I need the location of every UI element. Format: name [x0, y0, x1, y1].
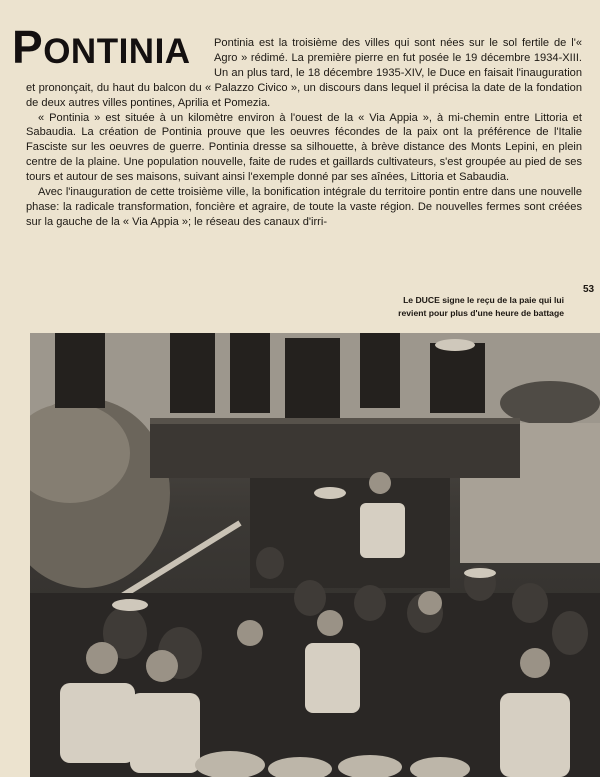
photo-illustration: [30, 333, 600, 777]
page-number: 53: [583, 284, 595, 295]
paragraph-1: Pontinia est la troisième des villes qui sont nées sur le sol fertile de l'« Agro » rédimé. La première pierre en fut posée le 19 décembre 1934-XIII. Un an plus tard, le 18 décembre 1935-XIV, le Duce en faisait l'inauguration et prononçait, du haut du balcon du « Palazzo Civico », un discours dans lequel il précisa la date de la fondation de deux autres villes pontines, Aprilia et Pomezia.: [26, 37, 582, 109]
threshing-machine: [150, 418, 520, 478]
threshing-crowd-photo: [30, 333, 600, 777]
caption-line-2: revient pour plus d'une heure de battage: [398, 308, 564, 318]
article-body: [26, 36, 582, 230]
man-white-shirt-left: [60, 683, 135, 763]
title-rest: ONTINIA: [43, 32, 191, 71]
paragraph-2: « Pontinia » est située à un kilomètre environ à l'ouest de la « Via Appia », à mi-chemin entre Littoria et Sabaudia. La création de Pontinia prouve que les oeuvres fécondes de la paix ont la préférence de l'Italie Fasciste sur les oeuvres de guerre. Pontinia dresse sa silhouette, à brève distance des Monts Lepini, en plein centre de la plaine. Une population nouvelle, faite de rudes et gaillards cultivateurs, s'est groupée au pied de ses tours et autour de ses maisons, suivant ainsi l'exemple donné par ses aînées, Littoria et Sabaudia.: [26, 111, 582, 184]
title-initial: P: [12, 21, 44, 73]
title-spacer: [26, 36, 214, 78]
caption-line-1: Le DUCE signe le reçu de la paie qui lui: [403, 295, 564, 305]
photo-caption: [304, 294, 564, 320]
paragraph-3: Avec l'inauguration de cette troisième ville, la bonification intégrale du territoire pontin entre dans une nouvelle phase: la radicale transformation, foncière et agraire, de toute la vaste région. De nouvelles fermes sont créées sur la gauche de la « Via Appia »; le réseau des canaux d'irri-: [26, 186, 582, 228]
